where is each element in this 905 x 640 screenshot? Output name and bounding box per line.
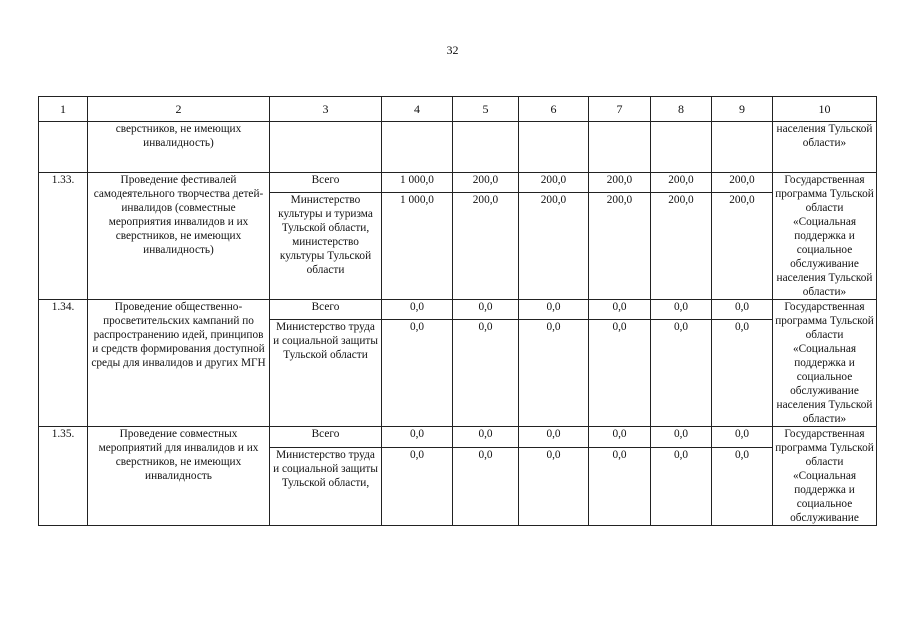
row-code: 1.34.	[39, 300, 88, 427]
table-cell	[270, 122, 382, 173]
table-cell	[712, 122, 773, 173]
ministry-cell: Министерство труда и социальной защиты Тульской области	[270, 320, 382, 427]
value-cell: 0,0	[651, 427, 712, 448]
table-cell	[651, 122, 712, 173]
program-cell: Государственная программа Тульской области «Социальная поддержка и социальное обслуживание	[773, 427, 877, 526]
value-cell: 0,0	[712, 320, 773, 427]
column-header: 3	[270, 97, 382, 122]
value-cell: 1 000,0	[382, 193, 453, 300]
value-cell: 0,0	[519, 300, 589, 320]
column-header: 2	[88, 97, 270, 122]
table-cell	[453, 122, 519, 173]
value-cell: 200,0	[453, 173, 519, 193]
value-cell: 0,0	[453, 320, 519, 427]
value-cell: 200,0	[589, 173, 651, 193]
value-cell: 0,0	[589, 320, 651, 427]
description-cell: Проведение совместных мероприятий для инвалидов и их сверстников, не имеющих инвалидность	[88, 427, 270, 526]
value-cell: 0,0	[589, 300, 651, 320]
value-cell: 200,0	[712, 193, 773, 300]
column-header: 6	[519, 97, 589, 122]
row-code: 1.35.	[39, 427, 88, 526]
value-cell: 0,0	[453, 300, 519, 320]
value-cell: 200,0	[589, 193, 651, 300]
value-cell: 0,0	[453, 447, 519, 525]
value-cell: 200,0	[453, 193, 519, 300]
value-cell: 0,0	[589, 427, 651, 448]
program-cell: населения Тульской области»	[773, 122, 877, 173]
value-cell: 0,0	[382, 300, 453, 320]
ministry-cell: Министерство труда и социальной защиты Тульской области,	[270, 447, 382, 525]
ministry-cell: Министерство культуры и туризма Тульской области, министерство культуры Тульской области	[270, 193, 382, 300]
table-row	[39, 427, 877, 448]
column-header: 10	[773, 97, 877, 122]
value-cell: 200,0	[712, 173, 773, 193]
table-cell	[589, 122, 651, 173]
total-label: Всего	[270, 300, 382, 320]
value-cell: 200,0	[651, 193, 712, 300]
table-cell	[382, 122, 453, 173]
value-cell: 0,0	[589, 447, 651, 525]
total-label: Всего	[270, 427, 382, 448]
header-row	[39, 97, 877, 122]
continuation-row	[39, 122, 877, 173]
value-cell: 0,0	[651, 320, 712, 427]
column-header: 5	[453, 97, 519, 122]
measures-table	[38, 96, 877, 526]
description-cell: сверстников, не имеющих инвалидность)	[88, 122, 270, 173]
value-cell: 0,0	[712, 427, 773, 448]
table-row	[39, 300, 877, 320]
value-cell: 0,0	[382, 427, 453, 448]
value-cell: 200,0	[519, 193, 589, 300]
value-cell: 0,0	[519, 447, 589, 525]
page-number: 32	[446, 43, 459, 57]
value-cell: 0,0	[519, 320, 589, 427]
value-cell: 200,0	[651, 173, 712, 193]
column-header: 4	[382, 97, 453, 122]
column-header: 7	[589, 97, 651, 122]
value-cell: 0,0	[712, 447, 773, 525]
column-header: 9	[712, 97, 773, 122]
value-cell: 0,0	[382, 447, 453, 525]
column-header: 1	[39, 97, 88, 122]
value-cell: 0,0	[651, 447, 712, 525]
table-row	[39, 173, 877, 193]
description-cell: Проведение общественно-просветительских кампаний по распространению идей, принципов и средств формирования доступной среды для инвалидов и других МГН	[88, 300, 270, 427]
program-cell: Государственная программа Тульской области «Социальная поддержка и социальное обслуживание населения Тульской области»	[773, 300, 877, 427]
value-cell: 200,0	[519, 173, 589, 193]
value-cell: 0,0	[519, 427, 589, 448]
table-cell	[39, 122, 88, 173]
value-cell: 0,0	[382, 320, 453, 427]
value-cell: 0,0	[712, 300, 773, 320]
program-cell: Государственная программа Тульской области «Социальная поддержка и социальное обслуживание населения Тульской области»	[773, 173, 877, 300]
column-header: 8	[651, 97, 712, 122]
value-cell: 1 000,0	[382, 173, 453, 193]
value-cell: 0,0	[453, 427, 519, 448]
total-label: Всего	[270, 173, 382, 193]
table-cell	[519, 122, 589, 173]
row-code: 1.33.	[39, 173, 88, 300]
description-cell: Проведение фестивалей самодеятельного творчества детей-инвалидов (совместные мероприятия инвалидов и их сверстников, не имеющих инвалидность)	[88, 173, 270, 300]
value-cell: 0,0	[651, 300, 712, 320]
